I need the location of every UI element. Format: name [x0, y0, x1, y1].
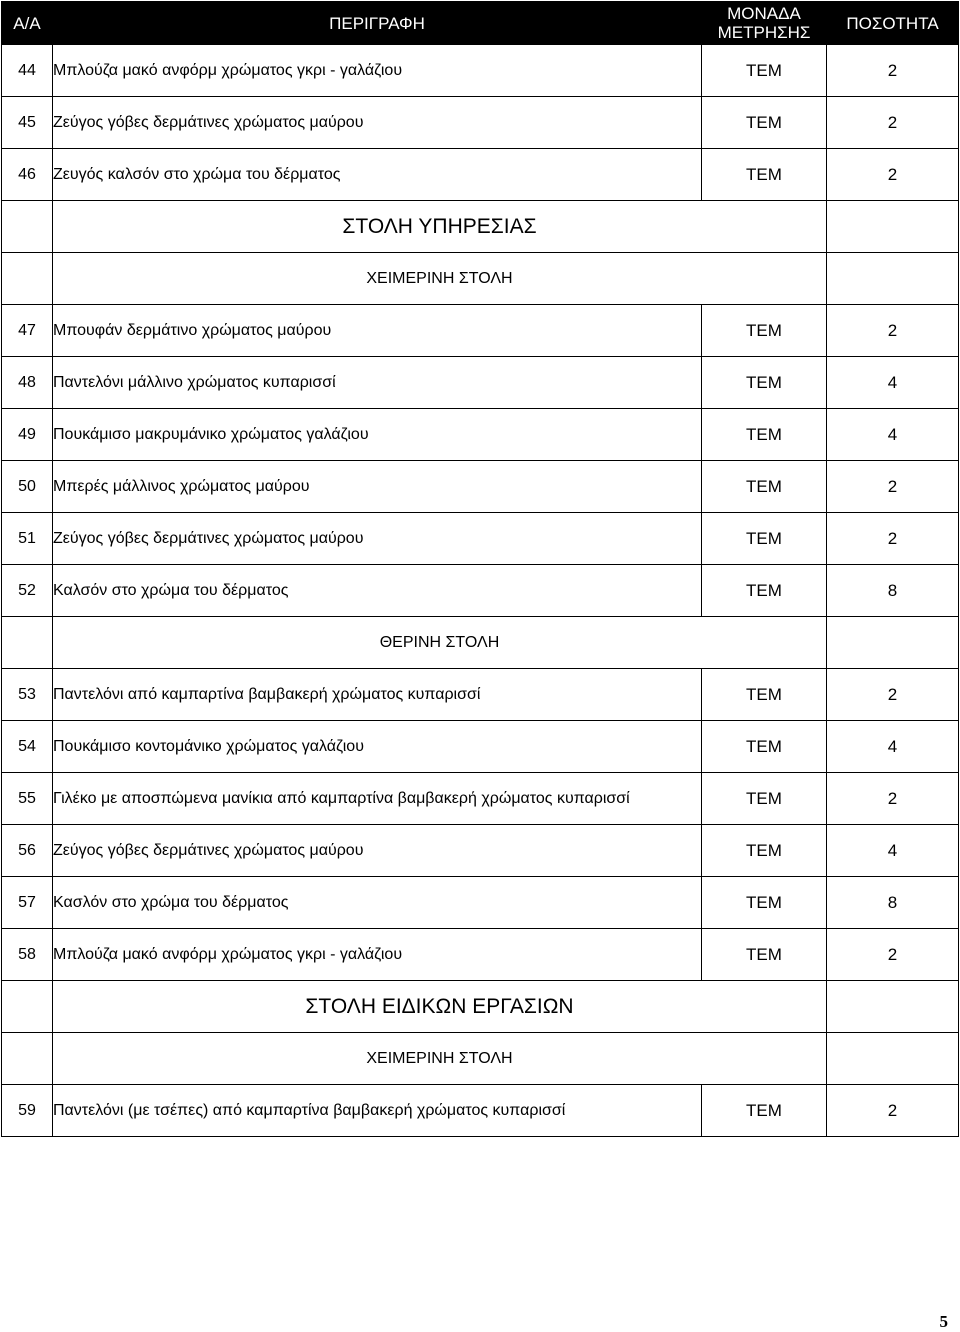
row-quantity: 4 — [827, 357, 959, 409]
row-unit: ΤΕΜ — [702, 305, 827, 357]
row-description: Μπλούζα μακό ανφόρμ χρώματος γκρι - γαλάζιου — [53, 929, 702, 981]
row-description: Ζευγός καλσόν στο χρώμα του δέρματος — [53, 149, 702, 201]
subsection-row — [2, 1033, 959, 1085]
items-table — [1, 1, 959, 1137]
row-quantity: 2 — [827, 513, 959, 565]
row-quantity: 2 — [827, 773, 959, 825]
row-description: Παντελόνι (με τσέπες) από καμπαρτίνα βαμβακερή χρώματος κυπαρισσί — [53, 1085, 702, 1137]
row-quantity: 8 — [827, 877, 959, 929]
row-aa: 45 — [2, 97, 53, 149]
row-unit: ΤΕΜ — [702, 825, 827, 877]
row-description: Καλσόν στο χρώμα του δέρματος — [53, 565, 702, 617]
row-quantity: 2 — [827, 149, 959, 201]
row-quantity: 2 — [827, 461, 959, 513]
section-row — [2, 201, 959, 253]
subsection-row — [2, 617, 959, 669]
row-aa: 58 — [2, 929, 53, 981]
row-unit: ΤΕΜ — [702, 669, 827, 721]
row-aa: 44 — [2, 45, 53, 97]
page-number: 5 — [939, 1312, 948, 1331]
subsection-row — [2, 253, 959, 305]
row-unit: ΤΕΜ — [702, 773, 827, 825]
row-quantity: 4 — [827, 721, 959, 773]
row-description: Μπλούζα μακό ανφόρμ χρώματος γκρι - γαλάζιου — [53, 45, 702, 97]
subsection-title: ΘΕΡΙΝΗ ΣΤΟΛΗ — [53, 617, 827, 669]
section-title: ΣΤΟΛΗ ΕΙΔΙΚΩΝ ΕΡΓΑΣΙΩΝ — [53, 981, 827, 1033]
row-description: Μπερές μάλλινος χρώματος μαύρου — [53, 461, 702, 513]
row-unit: ΤΕΜ — [702, 409, 827, 461]
table-row — [2, 825, 959, 877]
row-unit: ΤΕΜ — [702, 357, 827, 409]
header-aa: Α/Α — [2, 2, 53, 45]
row-description: Γιλέκο με αποσπώμενα μανίκια από καμπαρτίνα βαμβακερή χρώματος κυπαρισσί — [53, 773, 702, 825]
table-row — [2, 149, 959, 201]
header-unit — [702, 2, 827, 45]
row-quantity: 2 — [827, 669, 959, 721]
row-quantity-empty — [827, 201, 959, 253]
table-row — [2, 513, 959, 565]
row-description: Παντελόνι από καμπαρτίνα βαμβακερή χρώματος κυπαρισσί — [53, 669, 702, 721]
row-aa-empty — [2, 617, 53, 669]
row-description: Πουκάμισο κοντομάνικο χρώματος γαλάζιου — [53, 721, 702, 773]
row-aa-empty — [2, 1033, 53, 1085]
row-unit: ΤΕΜ — [702, 565, 827, 617]
table-body — [2, 45, 959, 1137]
row-quantity-empty — [827, 253, 959, 305]
row-aa: 48 — [2, 357, 53, 409]
header-quantity: ΠΟΣΟΤΗΤΑ — [827, 2, 959, 45]
table-row — [2, 45, 959, 97]
row-aa: 47 — [2, 305, 53, 357]
row-aa-empty — [2, 201, 53, 253]
section-title: ΣΤΟΛΗ ΥΠΗΡΕΣΙΑΣ — [53, 201, 827, 253]
table-row — [2, 461, 959, 513]
row-description: Πουκάμισο μακρυμάνικο χρώματος γαλάζιου — [53, 409, 702, 461]
table-row — [2, 357, 959, 409]
table-row — [2, 877, 959, 929]
row-unit: ΤΕΜ — [702, 149, 827, 201]
row-unit: ΤΕΜ — [702, 1085, 827, 1137]
table-row — [2, 97, 959, 149]
row-unit: ΤΕΜ — [702, 929, 827, 981]
row-quantity-empty — [827, 981, 959, 1033]
header-description: ΠΕΡΙΓΡΑΦΗ — [53, 2, 702, 45]
subsection-title: ΧΕΙΜΕΡΙΝΗ ΣΤΟΛΗ — [53, 253, 827, 305]
row-quantity: 2 — [827, 97, 959, 149]
table-row — [2, 721, 959, 773]
table-row — [2, 565, 959, 617]
row-description: Κασλόν στο χρώμα του δέρματος — [53, 877, 702, 929]
row-aa: 55 — [2, 773, 53, 825]
row-quantity: 8 — [827, 565, 959, 617]
row-unit: ΤΕΜ — [702, 97, 827, 149]
row-description: Παντελόνι μάλλινο χρώματος κυπαρισσί — [53, 357, 702, 409]
row-aa: 49 — [2, 409, 53, 461]
row-unit: ΤΕΜ — [702, 513, 827, 565]
row-description: Ζεύγος γόβες δερμάτινες χρώματος μαύρου — [53, 825, 702, 877]
table-row — [2, 773, 959, 825]
table-row — [2, 929, 959, 981]
row-unit: ΤΕΜ — [702, 877, 827, 929]
row-quantity: 4 — [827, 825, 959, 877]
row-aa: 50 — [2, 461, 53, 513]
row-description: Ζεύγος γόβες δερμάτινες χρώματος μαύρου — [53, 513, 702, 565]
row-quantity: 2 — [827, 305, 959, 357]
row-aa: 56 — [2, 825, 53, 877]
row-unit: ΤΕΜ — [702, 721, 827, 773]
subsection-title: ΧΕΙΜΕΡΙΝΗ ΣΤΟΛΗ — [53, 1033, 827, 1085]
row-description: Ζεύγος γόβες δερμάτινες χρώματος μαύρου — [53, 97, 702, 149]
header-row — [2, 2, 959, 45]
row-aa: 59 — [2, 1085, 53, 1137]
row-quantity-empty — [827, 1033, 959, 1085]
row-aa: 52 — [2, 565, 53, 617]
row-aa: 53 — [2, 669, 53, 721]
header-unit-line2: ΜΕΤΡΗΣΗΣ — [717, 23, 811, 42]
row-aa: 54 — [2, 721, 53, 773]
header-unit-line1: ΜΟΝΑΔΑ — [727, 4, 801, 23]
row-unit: ΤΕΜ — [702, 461, 827, 513]
row-aa-empty — [2, 253, 53, 305]
table-row — [2, 409, 959, 461]
row-aa: 57 — [2, 877, 53, 929]
row-quantity: 2 — [827, 45, 959, 97]
row-quantity: 4 — [827, 409, 959, 461]
table-row — [2, 305, 959, 357]
row-description: Μπουφάν δερμάτινο χρώματος μαύρου — [53, 305, 702, 357]
row-quantity: 2 — [827, 929, 959, 981]
row-aa-empty — [2, 981, 53, 1033]
row-aa: 46 — [2, 149, 53, 201]
section-row — [2, 981, 959, 1033]
table-row — [2, 1085, 959, 1137]
row-unit: ΤΕΜ — [702, 45, 827, 97]
table-row — [2, 669, 959, 721]
row-quantity-empty — [827, 617, 959, 669]
row-quantity: 2 — [827, 1085, 959, 1137]
row-aa: 51 — [2, 513, 53, 565]
